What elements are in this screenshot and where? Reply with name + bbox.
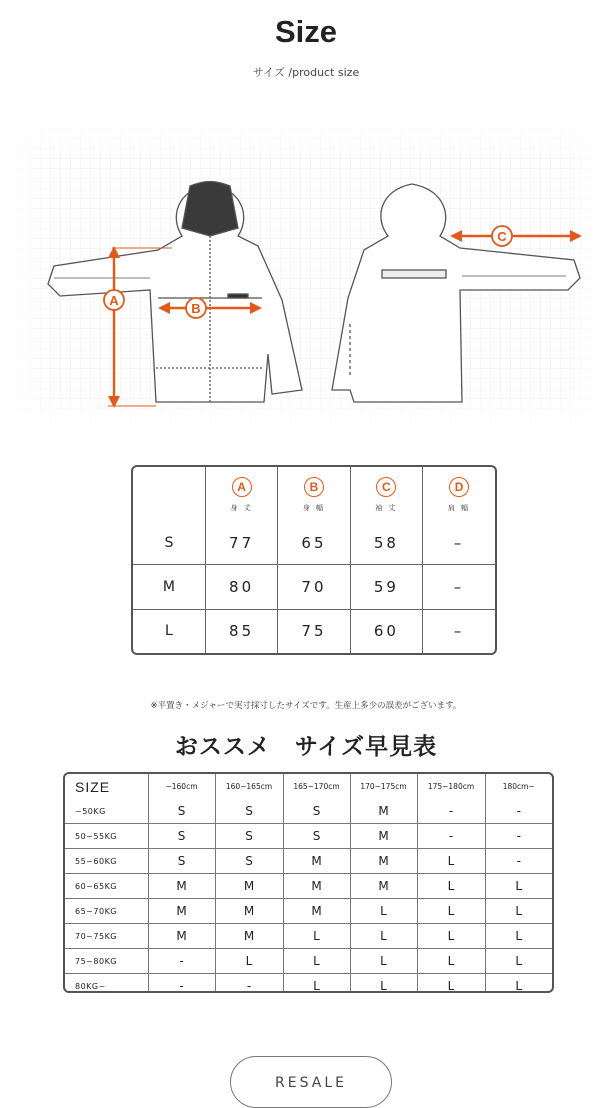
size-cell: M [350, 824, 417, 849]
height-column: ~160cm [148, 774, 215, 799]
size-cell: M [148, 874, 215, 899]
size-cell: L [283, 949, 350, 974]
size-cell: L [485, 974, 552, 994]
size-corner-label: SIZE [65, 774, 148, 799]
size-cell: S [215, 799, 283, 824]
size-cell: - [417, 824, 485, 849]
table-row [65, 849, 552, 874]
size-cell: L [283, 974, 350, 994]
page-subtitle: サイズ /product size [252, 66, 360, 79]
height-header-row [65, 774, 552, 799]
size-cell: L [133, 609, 205, 653]
size-cell: - [485, 849, 552, 874]
weight-cell: 50~55KG [65, 824, 148, 849]
weight-cell: 75~80KG [65, 949, 148, 974]
table-row [65, 874, 552, 899]
size-cell: S [283, 824, 350, 849]
column-d: D 肩 幅 [423, 467, 495, 521]
value-cell: 80 [205, 565, 277, 610]
size-cell: - [148, 974, 215, 994]
label-b-circle [186, 298, 206, 318]
size-cell: S [215, 849, 283, 874]
size-cell: - [417, 799, 485, 824]
size-cell: L [417, 849, 485, 874]
measurement-header-row [133, 467, 495, 521]
size-cell: M [215, 899, 283, 924]
size-cell: L [417, 874, 485, 899]
value-cell: 58 [350, 521, 422, 565]
size-cell: S [215, 824, 283, 849]
size-cell: M [148, 924, 215, 949]
value-cell: 59 [350, 565, 422, 610]
weight-cell: ~50KG [65, 799, 148, 824]
size-cell: L [215, 949, 283, 974]
size-cell: M [350, 849, 417, 874]
value-cell: 70 [278, 565, 350, 610]
size-cell: M [283, 849, 350, 874]
svg-text:C: C [497, 229, 507, 244]
column-a: A 身 丈 [205, 467, 277, 521]
size-cell: M [148, 899, 215, 924]
size-cell: L [417, 974, 485, 994]
value-cell: – [423, 565, 495, 610]
size-cell: L [417, 899, 485, 924]
size-cell: - [485, 824, 552, 849]
table-row [65, 799, 552, 824]
size-cell: L [417, 949, 485, 974]
table-row [65, 899, 552, 924]
size-cell: - [485, 799, 552, 824]
table-row [133, 565, 495, 610]
size-cell: L [485, 924, 552, 949]
size-cell: - [148, 949, 215, 974]
weight-cell: 70~75KG [65, 924, 148, 949]
value-cell: 85 [205, 609, 277, 653]
value-cell: – [423, 609, 495, 653]
table-row [65, 824, 552, 849]
table-row [133, 609, 495, 653]
size-cell: M [350, 799, 417, 824]
size-cell: L [350, 949, 417, 974]
column-b: B 身 幅 [278, 467, 350, 521]
size-cell: S [148, 824, 215, 849]
value-cell: 60 [350, 609, 422, 653]
value-cell: 77 [205, 521, 277, 565]
value-cell: 65 [278, 521, 350, 565]
height-column: 160~165cm [215, 774, 283, 799]
size-cell: M [283, 874, 350, 899]
value-cell: – [423, 521, 495, 565]
size-cell: S [148, 799, 215, 824]
table-row [65, 924, 552, 949]
size-cell: M [215, 874, 283, 899]
size-cell: L [485, 949, 552, 974]
column-c: C 袖 丈 [350, 467, 422, 521]
page-title: Size [274, 14, 338, 49]
size-chart-table [63, 772, 554, 993]
size-cell: L [350, 899, 417, 924]
svg-text:A: A [109, 293, 119, 308]
size-cell: L [350, 924, 417, 949]
svg-text:B: B [191, 301, 201, 316]
size-cell: L [417, 924, 485, 949]
size-cell: L [283, 924, 350, 949]
size-cell: L [350, 974, 417, 994]
height-column: 180cm~ [485, 774, 552, 799]
weight-cell: 60~65KG [65, 874, 148, 899]
size-cell: L [485, 899, 552, 924]
size-cell: M [133, 565, 205, 610]
table-row [65, 949, 552, 974]
weight-cell: 80KG~ [65, 974, 148, 994]
value-cell: 75 [278, 609, 350, 653]
size-cell: - [215, 974, 283, 994]
corner-cell [133, 467, 205, 521]
size-cell: M [215, 924, 283, 949]
size-cell: M [283, 899, 350, 924]
size-cell: S [148, 849, 215, 874]
jacket-diagram [0, 118, 612, 430]
table-row [65, 974, 552, 994]
weight-cell: 55~60KG [65, 849, 148, 874]
size-cell: L [485, 874, 552, 899]
resale-tab-label: RESALE [275, 1075, 347, 1091]
height-column: 165~170cm [283, 774, 350, 799]
resale-tab-button[interactable] [230, 1056, 392, 1108]
recommendation-title: おススメ サイズ早見表 [174, 734, 438, 760]
size-cell: S [283, 799, 350, 824]
label-c-circle [492, 226, 512, 246]
size-cell: S [133, 521, 205, 565]
measurement-table [131, 465, 497, 655]
table-row [133, 521, 495, 565]
weight-cell: 65~70KG [65, 899, 148, 924]
height-column: 170~175cm [350, 774, 417, 799]
label-a-circle [104, 290, 124, 310]
size-cell: M [350, 874, 417, 899]
measurement-note: ※平置き・メジャーで実寸採寸したサイズです。生産上多少の誤差がございます。 [150, 701, 462, 711]
height-column: 175~180cm [417, 774, 485, 799]
